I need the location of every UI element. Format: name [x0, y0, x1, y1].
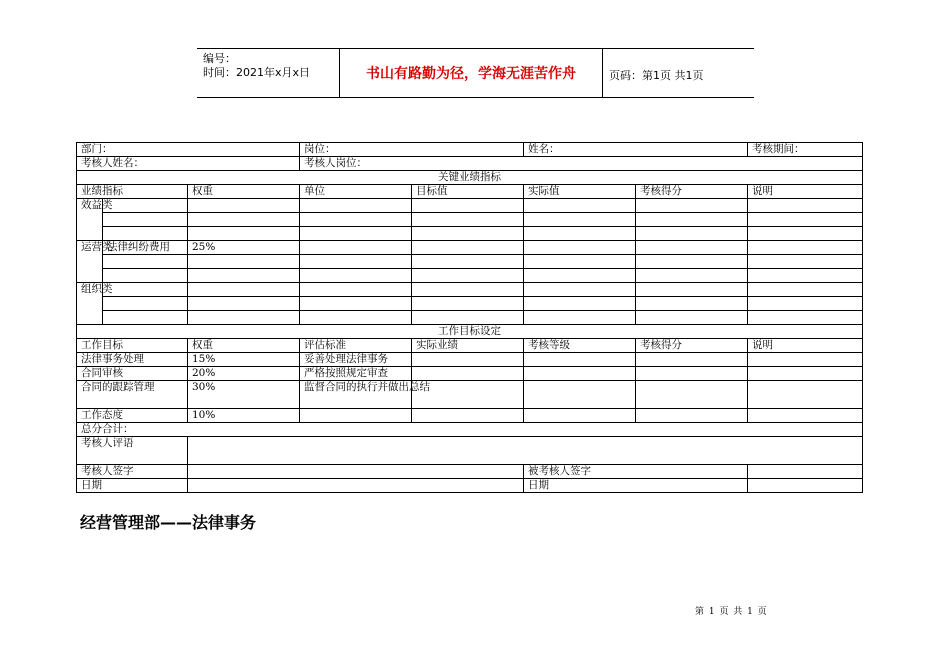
- section-row: [77, 171, 863, 185]
- kpi-row: [77, 311, 863, 325]
- time-label: 时间：2021年x月x日: [203, 66, 311, 79]
- empty-cell[interactable]: [524, 367, 636, 381]
- empty-cell[interactable]: [412, 269, 524, 283]
- column-header: 权重: [188, 339, 300, 353]
- empty-cell[interactable]: [748, 353, 863, 367]
- empty-cell[interactable]: [412, 367, 524, 381]
- goal-weight: 15%: [188, 353, 300, 367]
- dept-label: 部门：: [77, 143, 300, 157]
- performance-form: [76, 142, 863, 493]
- empty-cell[interactable]: [748, 381, 863, 409]
- goal-standard: [300, 409, 412, 423]
- column-header: 评估标准: [300, 339, 412, 353]
- column-header: 单位: [300, 185, 412, 199]
- kpi-weight: [188, 297, 300, 311]
- empty-cell[interactable]: [524, 381, 636, 409]
- period-label: 考核期间：: [748, 143, 863, 157]
- comment-field[interactable]: [188, 437, 863, 465]
- empty-cell[interactable]: [412, 199, 524, 213]
- empty-cell[interactable]: [412, 213, 524, 227]
- post-label: 岗位：: [300, 143, 524, 157]
- kpi-weight: [188, 213, 300, 227]
- empty-cell[interactable]: [636, 297, 748, 311]
- column-header: 说明: [748, 339, 863, 353]
- empty-cell[interactable]: [636, 269, 748, 283]
- kpi-item: [103, 213, 188, 227]
- kpi-row: [77, 269, 863, 283]
- empty-cell[interactable]: [300, 227, 412, 241]
- empty-cell[interactable]: [748, 269, 863, 283]
- column-header: 业绩指标: [77, 185, 188, 199]
- kpi-item: [103, 199, 188, 213]
- goal-standard: 妥善处理法律事务: [300, 353, 412, 367]
- column-header: 实际业绩: [412, 339, 524, 353]
- empty-cell[interactable]: [300, 213, 412, 227]
- empty-cell[interactable]: [300, 255, 412, 269]
- kpi-group-label: 效益类: [77, 199, 103, 241]
- empty-cell[interactable]: [636, 353, 748, 367]
- empty-cell[interactable]: [300, 241, 412, 255]
- empty-cell[interactable]: [636, 409, 748, 423]
- document-header: [197, 48, 754, 98]
- goal-weight: 30%: [188, 381, 300, 409]
- empty-cell[interactable]: [524, 269, 636, 283]
- empty-cell[interactable]: [524, 227, 636, 241]
- empty-cell[interactable]: [300, 269, 412, 283]
- empty-cell[interactable]: [524, 241, 636, 255]
- empty-cell[interactable]: [300, 297, 412, 311]
- comment-label: 考核人评语: [77, 437, 188, 465]
- kpi-group-label: 组织类: [77, 283, 103, 325]
- date-field[interactable]: [188, 479, 524, 493]
- kpi-row: [77, 213, 863, 227]
- goal-row: [77, 381, 863, 409]
- kpi-weight: [188, 255, 300, 269]
- assessor-sign-label: 考核人签字: [77, 465, 188, 479]
- empty-cell[interactable]: [636, 381, 748, 409]
- empty-cell[interactable]: [748, 409, 863, 423]
- header-row: [77, 339, 863, 353]
- goal-row: [77, 353, 863, 367]
- code-label: 编号：: [203, 52, 236, 65]
- info-row: [77, 157, 863, 171]
- goal-name: 合同审核: [77, 367, 188, 381]
- assessor-post-label: 考核人岗位：: [300, 157, 863, 171]
- header-page-number: 页码：第1页 共1页: [609, 69, 704, 82]
- page-title: 经营管理部——法律事务: [80, 513, 257, 532]
- kpi-item: [103, 297, 188, 311]
- empty-cell[interactable]: [636, 255, 748, 269]
- empty-cell[interactable]: [524, 199, 636, 213]
- empty-cell[interactable]: [412, 353, 524, 367]
- column-header: 考核等级: [524, 339, 636, 353]
- empty-cell[interactable]: [636, 227, 748, 241]
- empty-cell[interactable]: [412, 409, 524, 423]
- column-header: 说明: [748, 185, 863, 199]
- total-score-label: 总分合计：: [77, 423, 863, 437]
- kpi-row: [77, 255, 863, 269]
- empty-cell[interactable]: [748, 255, 863, 269]
- empty-cell[interactable]: [636, 367, 748, 381]
- section-row: [77, 325, 863, 339]
- empty-cell[interactable]: [524, 255, 636, 269]
- header-motto: 书山有路勤为径，学海无涯苦作舟: [339, 49, 603, 97]
- goal-name: 工作态度: [77, 409, 188, 423]
- date-label: 日期: [77, 479, 188, 493]
- goal-standard: 严格按照规定审查: [300, 367, 412, 381]
- empty-cell[interactable]: [636, 199, 748, 213]
- kpi-weight: [188, 283, 300, 297]
- kpi-row: [77, 199, 863, 213]
- goal-weight: 20%: [188, 367, 300, 381]
- empty-cell[interactable]: [524, 409, 636, 423]
- date-label: 日期: [524, 479, 748, 493]
- kpi-item: [103, 283, 188, 297]
- kpi-item: [103, 227, 188, 241]
- empty-cell[interactable]: [748, 283, 863, 297]
- empty-cell[interactable]: [412, 255, 524, 269]
- goal-name: 法律事务处理: [77, 353, 188, 367]
- kpi-item: [103, 255, 188, 269]
- kpi-section-title: 关键业绩指标: [77, 171, 863, 185]
- empty-cell[interactable]: [300, 311, 412, 325]
- kpi-item: 法律纠纷费用: [103, 241, 188, 255]
- info-row: [77, 143, 863, 157]
- goal-standard: 监督合同的执行并做出总结: [300, 381, 412, 409]
- empty-cell[interactable]: [748, 227, 863, 241]
- date-row: [77, 479, 863, 493]
- empty-cell[interactable]: [636, 283, 748, 297]
- kpi-row: [77, 297, 863, 311]
- kpi-row: [77, 227, 863, 241]
- column-header: 实际值: [524, 185, 636, 199]
- goal-weight: 10%: [188, 409, 300, 423]
- column-header: 权重: [188, 185, 300, 199]
- kpi-group-label: 运营类: [77, 241, 103, 283]
- empty-cell[interactable]: [412, 227, 524, 241]
- empty-cell[interactable]: [636, 311, 748, 325]
- empty-cell[interactable]: [524, 311, 636, 325]
- total-row: [77, 423, 863, 437]
- kpi-weight: [188, 269, 300, 283]
- empty-cell[interactable]: [748, 311, 863, 325]
- assessee-sign-field[interactable]: [748, 465, 863, 479]
- empty-cell[interactable]: [300, 199, 412, 213]
- column-header: 考核得分: [636, 339, 748, 353]
- goals-section-title: 工作目标设定: [77, 325, 863, 339]
- goal-row: [77, 409, 863, 423]
- empty-cell[interactable]: [524, 297, 636, 311]
- column-header: 考核得分: [636, 185, 748, 199]
- empty-cell[interactable]: [524, 353, 636, 367]
- assessor-name-label: 考核人姓名：: [77, 157, 300, 171]
- empty-cell[interactable]: [748, 199, 863, 213]
- empty-cell[interactable]: [524, 283, 636, 297]
- date-field[interactable]: [748, 479, 863, 493]
- header-meta: [203, 52, 310, 80]
- kpi-item: [103, 269, 188, 283]
- kpi-row: [77, 283, 863, 297]
- kpi-weight: [188, 199, 300, 213]
- empty-cell[interactable]: [412, 311, 524, 325]
- comment-row: [77, 437, 863, 465]
- empty-cell[interactable]: [412, 283, 524, 297]
- empty-cell[interactable]: [748, 367, 863, 381]
- empty-cell[interactable]: [412, 241, 524, 255]
- empty-cell[interactable]: [748, 213, 863, 227]
- goal-name: 合同的跟踪管理: [77, 381, 188, 409]
- kpi-row: [77, 241, 863, 255]
- kpi-weight: [188, 227, 300, 241]
- goal-row: [77, 367, 863, 381]
- empty-cell[interactable]: [748, 241, 863, 255]
- empty-cell[interactable]: [636, 241, 748, 255]
- kpi-weight: 25%: [188, 241, 300, 255]
- name-label: 姓名：: [524, 143, 748, 157]
- footer-page-number: 第 1 页 共 1 页: [695, 607, 768, 617]
- sign-row: [77, 465, 863, 479]
- assessor-sign-field[interactable]: [188, 465, 524, 479]
- empty-cell[interactable]: [524, 213, 636, 227]
- column-header: 目标值: [412, 185, 524, 199]
- empty-cell[interactable]: [636, 213, 748, 227]
- header-row: [77, 185, 863, 199]
- kpi-weight: [188, 311, 300, 325]
- kpi-item: [103, 311, 188, 325]
- empty-cell[interactable]: [300, 283, 412, 297]
- assessee-sign-label: 被考核人签字: [524, 465, 748, 479]
- empty-cell[interactable]: [412, 297, 524, 311]
- empty-cell[interactable]: [748, 297, 863, 311]
- column-header: 工作目标: [77, 339, 188, 353]
